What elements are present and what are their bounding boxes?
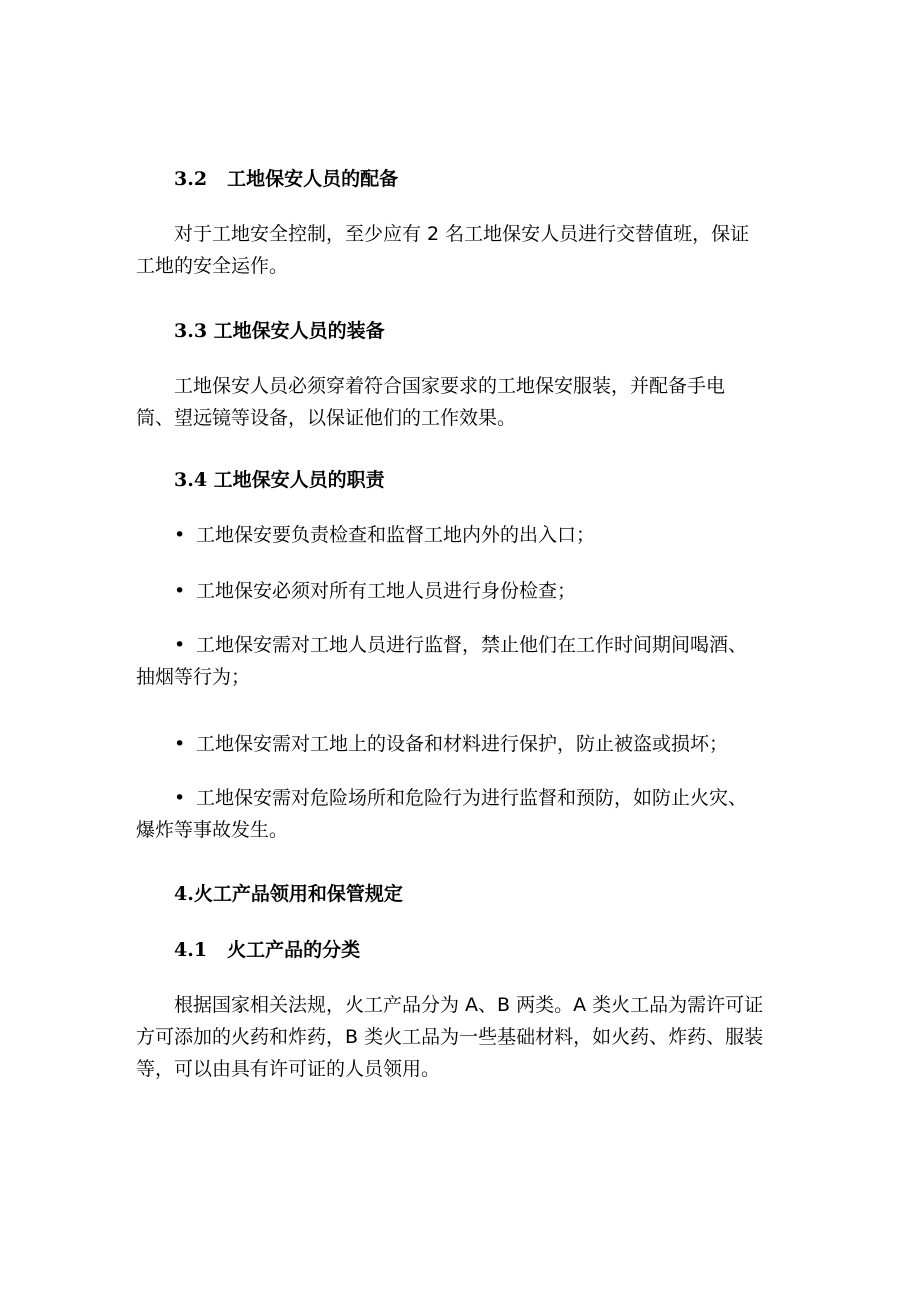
bullet-item — [136, 728, 796, 760]
paragraph-line: 筒、望远镜等设备，以保证他们的工作效果。 — [136, 407, 517, 429]
bullet-text: 工地保安需对工地人员进行监督，禁止他们在工作时间期间喝酒、 — [196, 634, 748, 656]
paragraph-4-1 — [136, 989, 796, 1085]
paragraph-line: 对于工地安全控制，至少应有 2 名工地保安人员进行交替值班，保证 — [174, 223, 750, 245]
bullet-dot: • — [174, 733, 186, 755]
bullet-text: 工地保安必须对所有工地人员进行身份检查； — [196, 580, 577, 602]
bullet-text: 工地保安需对危险场所和危险行为进行监督和预防，如防止火灾、 — [196, 787, 748, 809]
bullet-dot: • — [174, 580, 186, 602]
paragraph-line: 工地的安全运作。 — [136, 255, 289, 277]
paragraph-3-2 — [136, 218, 796, 282]
bullet-item — [136, 519, 796, 551]
section-heading-4: 4.火工产品领用和保管规定 — [174, 883, 403, 905]
bullet-item — [136, 629, 796, 693]
section-heading-3-4: 3.4 工地保安人员的职责 — [174, 469, 385, 491]
section-number: 3.2 — [174, 168, 208, 190]
section-title: 火工产品的分类 — [227, 939, 361, 961]
bullet-item — [136, 575, 796, 607]
bullet-text: 工地保安需对工地上的设备和材料进行保护，防止被盗或损坏； — [196, 733, 729, 755]
section-number: 4.1 — [174, 939, 208, 961]
section-heading-4-1 — [174, 938, 360, 962]
bullet-text-continued: 爆炸等事故发生。 — [136, 819, 289, 841]
bullet-text-continued: 抽烟等行为； — [136, 666, 251, 688]
paragraph-line: 方可添加的火药和炸药，B 类火工品为一些基础材料，如火药、炸药、服装 — [136, 1026, 764, 1048]
section-title: 工地保安人员的配备 — [227, 168, 399, 190]
paragraph-3-3 — [136, 370, 796, 434]
bullet-item — [136, 782, 796, 846]
bullet-dot: • — [174, 787, 186, 809]
bullet-dot: • — [174, 634, 186, 656]
section-heading-3-3: 3.3 工地保安人员的装备 — [174, 320, 385, 342]
bullet-text: 工地保安要负责检查和监督工地内外的出入口； — [196, 524, 596, 546]
bullet-dot: • — [174, 524, 186, 546]
paragraph-line: 工地保安人员必须穿着符合国家要求的工地保安服装，并配备手电 — [174, 375, 726, 397]
paragraph-line: 等，可以由具有许可证的人员领用。 — [136, 1058, 441, 1080]
paragraph-line: 根据国家相关法规，火工产品分为 A、B 两类。A 类火工品为需许可证 — [174, 994, 764, 1016]
section-heading-3-2 — [174, 167, 398, 191]
